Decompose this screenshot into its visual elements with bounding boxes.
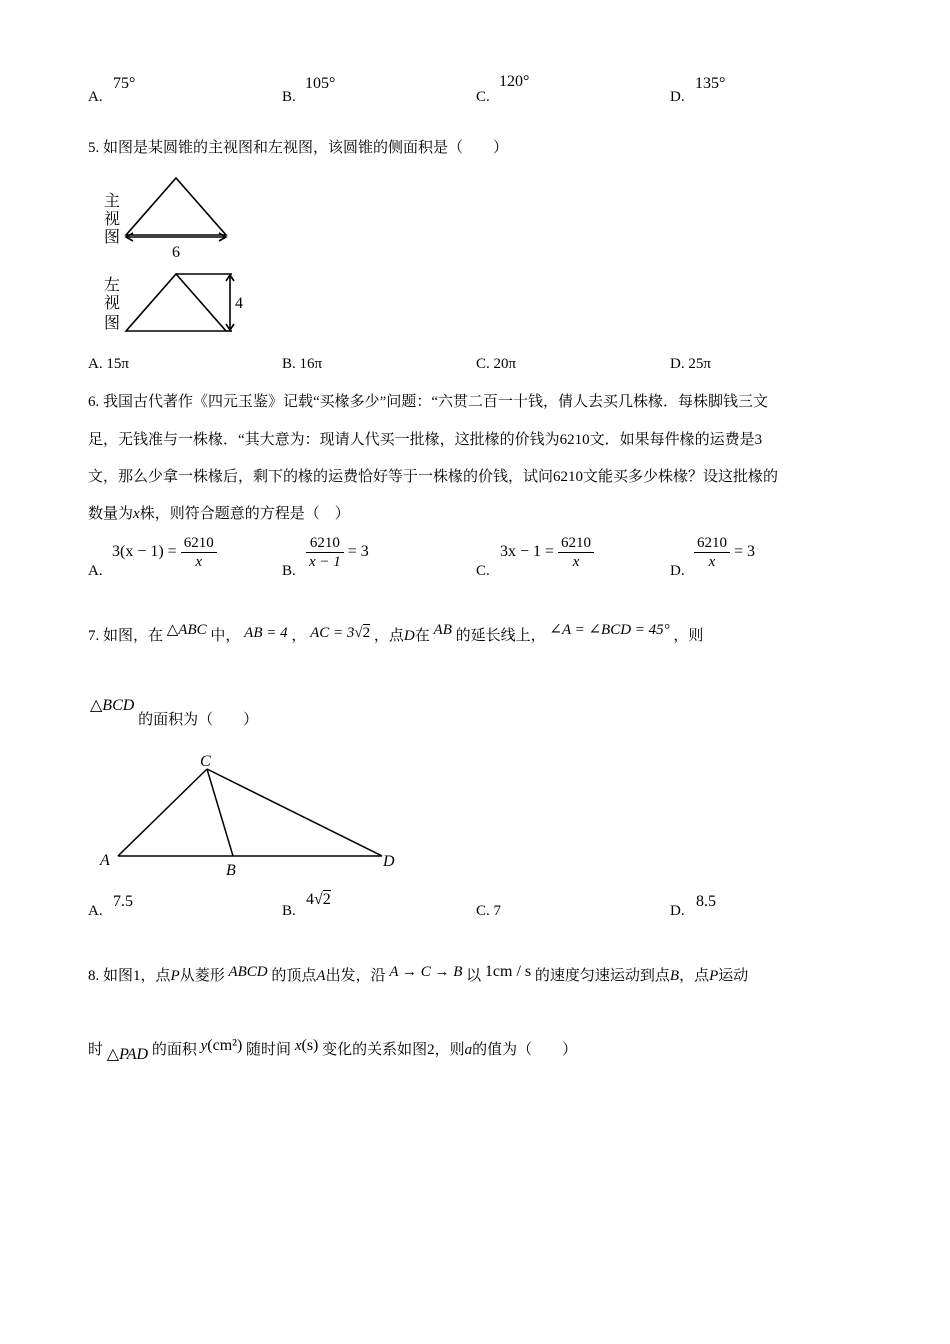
q6-option-b-label: B. [282, 563, 296, 579]
q4-option-b-label: B. [282, 89, 296, 105]
q4-option-a-label: A. [88, 89, 103, 105]
q6-option-b-formula: $\frac{6210}{x - 1}$ = 3 [306, 534, 369, 571]
q7-option-b-label: B. [282, 903, 296, 919]
q4-option-d-label: D. [670, 89, 685, 105]
q7-line-2: △BCD 的面积为（ ） [90, 697, 259, 728]
q5-cone-views-figure [96, 172, 246, 338]
q6-option-c-formula: 3x − 1 = $\frac{6210}{x}$ [500, 534, 594, 571]
q6-line-1: 6. 我国古代著作《四元玉鉴》记载“买椽多少”问题：“六贯二百一十钱，倩人去买几株椽．每株脚钱三文 [88, 394, 768, 410]
q7-triangle-figure [96, 748, 406, 880]
q4-option-d-value: 135° [695, 75, 726, 92]
q6-line-2: 足，无钱准与一株椽．“其大意为：现请人代买一批椽，这批椽的价钱为6210文．如果每件椽的运费是3 [88, 432, 763, 448]
left-view-label-2: 视 [104, 295, 121, 312]
q5-option-b: B. 16π [282, 356, 323, 372]
q5-option-d: D. 25π [670, 356, 711, 372]
q6-line-4: 数量为x株，则符合题意的方程是（ ） [88, 506, 350, 522]
q7-option-d-label: D. [670, 903, 685, 919]
left-view-label-1: 左 [104, 277, 121, 294]
front-view-triangle [126, 178, 226, 235]
point-d-label: D [383, 853, 395, 870]
q6-option-c-label: C. [476, 563, 490, 579]
line-cb [207, 769, 233, 856]
q7-line-1: 7. 如图，在 △ABC 中， AB = 4 ， AC = 3√2 ，点D在 AB 的延长线上， ∠A = ∠BCD = 45° ，则 [88, 622, 704, 644]
q5-number: 5. [88, 140, 100, 156]
q6-option-d-label: D. [670, 563, 685, 579]
front-view-label-1: 主 [104, 193, 121, 210]
line-ac [118, 769, 207, 856]
q5-option-c: C. 20π [476, 356, 517, 372]
point-a-label: A [100, 852, 110, 869]
front-view-label-3: 图 [104, 229, 121, 246]
q7-option-b-value: 4√2 [306, 891, 331, 908]
q7-option-d-value: 8.5 [696, 893, 716, 910]
point-b-label: B [226, 862, 236, 879]
q4-option-c-label: C. [476, 89, 490, 105]
q8-line-1: 8. 如图1，点P从菱形 ABCD 的顶点A出发，沿 A → C → B 以 1cm / s 的速度匀速运动到点B，点P运动 [88, 963, 749, 984]
q6-line-3: 文，那么少拿一株椽后，剩下的椽的运费恰好等于一株椽的价钱，试问6210文能买多少株椽？设这批椽的 [88, 469, 779, 485]
q5-option-a: A. 15π [88, 356, 129, 372]
q5-text: 如图是某圆锥的主视图和左视图，该圆锥的侧面积是（ ） [103, 140, 509, 156]
left-view-label-3: 图 [104, 315, 121, 332]
q7-option-a-label: A. [88, 903, 103, 919]
q6-option-d-formula: $\frac{6210}{x}$ = 3 [694, 534, 755, 571]
q7-option-a-value: 7.5 [113, 893, 133, 910]
left-view-dimension: 4 [235, 295, 243, 312]
q6-option-a-label: A. [88, 563, 103, 579]
point-c-label: C [200, 753, 211, 770]
q4-option-b-value: 105° [305, 75, 336, 92]
q7-option-c: C. 7 [476, 903, 502, 919]
q6-option-a-formula: 3(x − 1) = $\frac{6210}{x}$ [112, 534, 217, 571]
q8-line-2: 时 △PAD 的面积 y(cm²) 随时间 x(s) 变化的关系如图2，则a的值为（ ） [88, 1037, 578, 1063]
left-view-triangle [126, 274, 226, 331]
q4-option-c-value: 120° [499, 73, 530, 90]
front-view-label-2: 视 [104, 211, 121, 228]
q5-stem [88, 136, 508, 157]
line-cd [207, 769, 382, 856]
front-view-dimension: 6 [172, 244, 180, 261]
q4-option-a-value: 75° [113, 75, 136, 92]
